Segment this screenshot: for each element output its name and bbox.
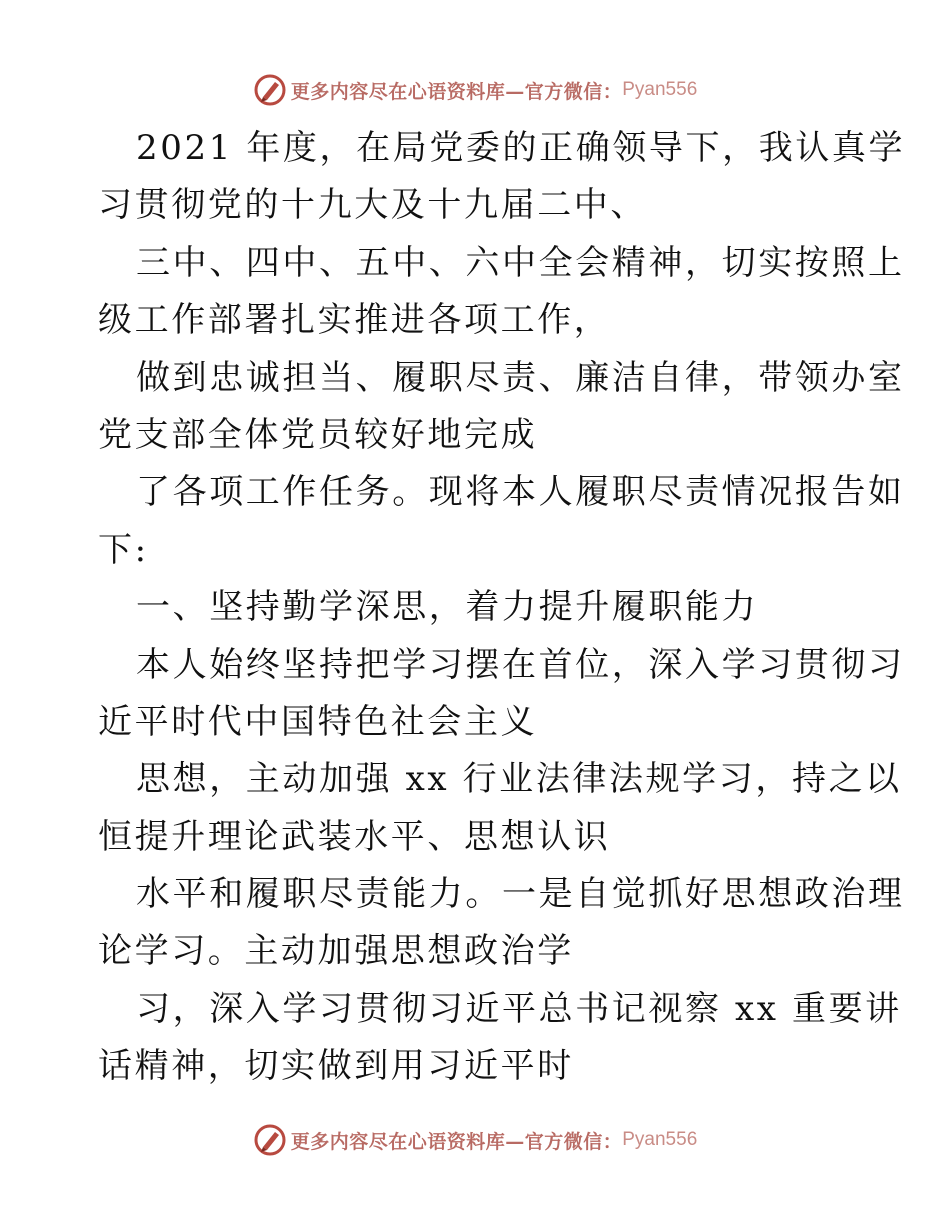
body-text-line: 话精神，切实做到用习近平时 xyxy=(98,1046,574,1087)
body-text-line: 恒提升理论武装水平、思想认识 xyxy=(98,816,611,857)
body-text-line: 近平时代中国特色社会主义 xyxy=(98,701,538,742)
pen-logo-icon xyxy=(253,73,287,107)
body-text-line: 下: xyxy=(98,529,149,570)
body-text-line: 一、坚持勤学深思，着力提升履职能力 xyxy=(136,587,759,628)
footer-watermark xyxy=(0,1120,950,1160)
body-text-line: 三中、四中、五中、六中全会精神，切实按照上 xyxy=(136,242,905,283)
body-text-line: 做到忠诚担当、履职尽责、廉洁自律，带领办室 xyxy=(136,357,905,398)
body-text-line: 水平和履职尽责能力。一是自觉抓好思想政治理 xyxy=(136,874,905,915)
pen-logo-icon xyxy=(253,1123,287,1157)
watermark-text: 更多内容尽在心语资料库—官方微信： xyxy=(290,1130,623,1153)
body-text-line: 论学习。主动加强思想政治学 xyxy=(98,931,574,972)
watermark-wechat-id: Pyan556 xyxy=(622,79,698,100)
body-text-line: 习，深入学习贯彻习近平总书记视察 xx 重要讲 xyxy=(136,988,902,1029)
header-watermark xyxy=(0,70,950,110)
watermark-text: 更多内容尽在心语资料库—官方微信： xyxy=(290,80,623,103)
body-text-line: 了各项工作任务。现将本人履职尽责情况报告如 xyxy=(136,472,905,513)
body-text-line: 本人始终坚持把学习摆在首位，深入学习贯彻习 xyxy=(136,644,905,685)
watermark-wechat-id: Pyan556 xyxy=(622,1129,698,1150)
body-text-line: 思想，主动加强 xx 行业法律法规学习，持之以 xyxy=(136,759,902,800)
body-text-line: 习贯彻党的十九大及十九届二中、 xyxy=(98,185,647,226)
body-text-line: 党支部全体党员较好地完成 xyxy=(98,414,538,455)
body-text-line: 2021 年度，在局党委的正确领导下，我认真学 xyxy=(136,128,906,168)
document-body xyxy=(98,120,906,1096)
body-text-line: 级工作部署扎实推进各项工作， xyxy=(98,300,611,341)
